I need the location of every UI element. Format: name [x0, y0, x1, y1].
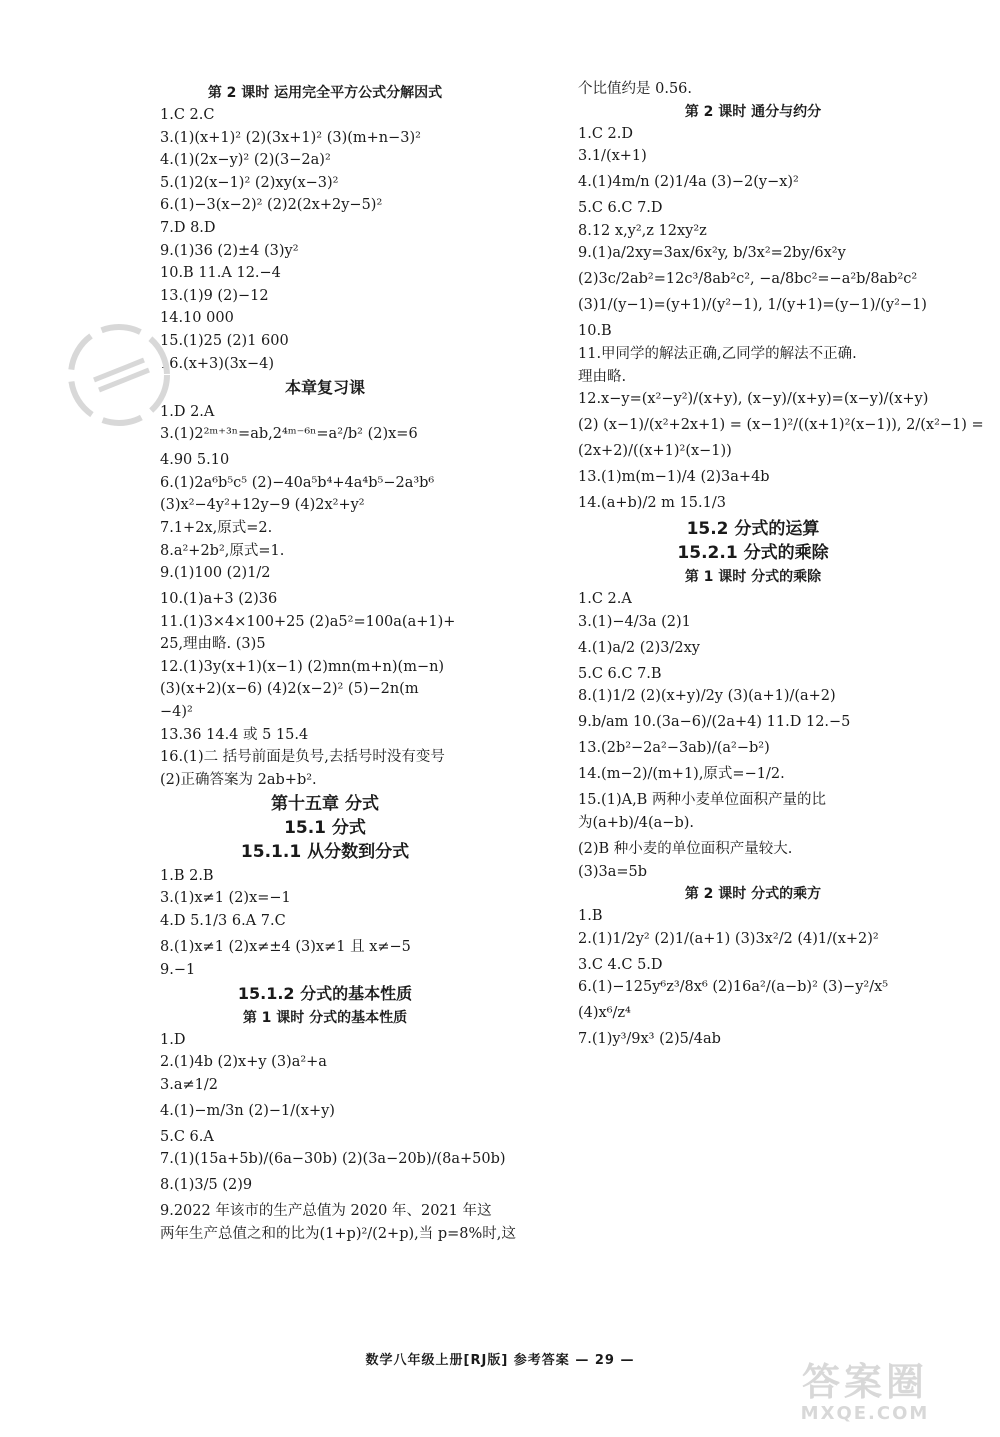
answer-line: (2) (x−1)/(x²+2x+1) = (x−1)²/((x+1)²(x−1)), 2/(x²−1) =	[578, 417, 984, 434]
answer-line: 15.(1)25 (2)1 600	[160, 332, 289, 349]
answer-line: 7.(1)(15a+5b)/(6a−30b) (2)(3a−20b)/(8a+50b)	[160, 1151, 506, 1168]
answer-line: 9.b/am 10.(3a−6)/(2a+4) 11.D 12.−5	[578, 714, 851, 731]
answer-line: 25,理由略. (3)5	[160, 636, 266, 653]
answer-line: 12.(1)3y(x+1)(x−1) (2)mn(m+n)(m−n)	[160, 658, 445, 675]
answer-line: 8.a²+2b²,原式=1.	[160, 542, 285, 559]
answer-line: −4)²	[160, 704, 193, 721]
answer-line: 14.(a+b)/2 m 15.1/3	[578, 495, 726, 512]
answer-line: 16.(1)二 括号前面是负号,去括号时没有变号	[160, 749, 445, 766]
right-column	[578, 80, 984, 1056]
watermark-line2: MXQE.COM	[800, 1403, 930, 1424]
answer-line: 1.C 2.A	[578, 591, 632, 608]
answer-line: 4.(1)−m/3n (2)−1/(x+y)	[160, 1102, 335, 1119]
answer-line: (4)x⁶/z⁴	[578, 1005, 631, 1022]
section-heading: 第 1 课时 分式的基本性质	[242, 1009, 408, 1026]
answer-line: 7.(1)y³/9x³ (2)5/4ab	[578, 1031, 721, 1048]
answer-line: 个比值约是 0.56.	[578, 81, 693, 97]
answer-line: 3.C 4.C 5.D	[578, 956, 663, 973]
section-heading: 15.2.1 分式的乘除	[677, 543, 829, 564]
left-column	[160, 80, 516, 1248]
answer-line: 4.(1)(2x−y)² (2)(3−2a)²	[160, 152, 331, 169]
answer-line: 13.(1)m(m−1)/4 (2)3a+4b	[578, 469, 770, 486]
section-heading: 15.1.2 分式的基本性质	[237, 983, 413, 1003]
answer-line: 理由略.	[578, 368, 627, 385]
answer-line: (3)3a=5b	[578, 863, 648, 880]
answer-line: 两年生产总值之和的比为(1+p)²/(2+p),当 p=8%时,这	[160, 1226, 516, 1242]
answer-line: 1.C 2.D	[578, 125, 633, 142]
answer-line: 3.(1)x≠1 (2)x=−1	[160, 890, 291, 907]
answer-line: 4.D 5.1/3 6.A 7.C	[160, 913, 286, 930]
answer-line: 1.D 2.A	[160, 403, 215, 420]
answer-line: 16.(x+3)(3x−4)	[160, 355, 275, 372]
answer-line: 14.10 000	[160, 310, 234, 327]
answer-line: 7.1+2x,原式=2.	[160, 519, 273, 536]
section-heading: 15.1.1 从分数到分式	[240, 841, 410, 862]
answer-line: 8.(1)1/2 (2)(x+y)/2y (3)(a+1)/(a+2)	[578, 688, 836, 705]
answer-line: (3)(x+2)(x−6) (4)2(x−2)² (5)−2n(m	[160, 681, 419, 698]
section-heading: 15.2 分式的运算	[686, 519, 820, 540]
answer-line: 9.(1)36 (2)±4 (3)y²	[160, 242, 299, 259]
answer-line: (2)正确答案为 2ab+b².	[160, 771, 317, 788]
answer-line: 为(a+b)/4(a−b).	[578, 814, 694, 831]
section-heading: 本章复习课	[284, 377, 365, 397]
answer-line: 9.(1)a/2xy=3ax/6x²y, b/3x²=2by/6x²y	[578, 245, 846, 262]
answer-line: 10.B 11.A 12.−4	[160, 265, 281, 282]
page-footer: 数学八年级上册[RJ版] 参考答案 — 29 —	[365, 1353, 635, 1368]
answer-line: 15.(1)A,B 两种小麦单位面积产量的比	[578, 792, 826, 809]
answer-line: 2.(1)1/2y² (2)1/(a+1) (3)3x²/2 (4)1/(x+2)²	[578, 930, 879, 947]
answer-line: 6.(1)−3(x−2)² (2)2(2x+2y−5)²	[160, 197, 383, 214]
answer-line: 5.(1)2(x−1)² (2)xy(x−3)²	[160, 174, 339, 191]
answer-line: 4.(1)4m/n (2)1/4a (3)−2(y−x)²	[578, 174, 799, 191]
answer-line: 11.甲同学的解法正确,乙同学的解法不正确.	[578, 345, 857, 362]
answer-line: (2)B 种小麦的单位面积产量较大.	[578, 840, 793, 857]
section-heading: 第 2 课时 通分与约分	[684, 103, 822, 120]
answer-line: 13.(2b²−2a²−3ab)/(a²−b²)	[578, 740, 770, 757]
answer-line: 8.12 x,y²,z 12xy²z	[578, 222, 707, 239]
answer-line: 9.(1)100 (2)1/2	[160, 565, 271, 582]
answer-line: (3)x²−4y²+12y−9 (4)2x²+y²	[160, 497, 365, 514]
watermark-line1: 答案圈	[801, 1360, 928, 1404]
answer-line: 4.90 5.10	[160, 452, 230, 469]
answer-line: (2x+2)/((x+1)²(x−1))	[578, 443, 732, 460]
answer-line: 10.(1)a+3 (2)36	[160, 591, 278, 608]
section-heading: 第 2 课时 分式的乘方	[684, 886, 822, 903]
answer-line: 14.(m−2)/(m+1),原式=−1/2.	[578, 766, 785, 783]
answer-line: 2.(1)4b (2)x+y (3)a²+a	[160, 1054, 327, 1071]
answer-line: 8.(1)3/5 (2)9	[160, 1177, 253, 1194]
faded-stamp-icon	[64, 320, 174, 430]
answer-line: 3.1/(x+1)	[578, 148, 647, 165]
answer-line: 1.D	[160, 1031, 186, 1048]
answer-line: 3.(1)2²ᵐ⁺³ⁿ=ab,2⁴ᵐ⁻⁶ⁿ=a²/b² (2)x=6	[160, 426, 418, 443]
answer-line: 3.a≠1/2	[160, 1076, 218, 1093]
answer-line: 12.x−y=(x²−y²)/(x+y), (x−y)/(x+y)=(x−y)/(x+y)	[578, 391, 929, 408]
answer-line: 10.B	[578, 323, 612, 340]
answer-line: 1.B 2.B	[160, 867, 214, 884]
answer-line: (2)3c/2ab²=12c³/8ab²c², −a/8bc²=−a²b/8ab²c²	[578, 271, 918, 288]
watermark-logo	[750, 1360, 980, 1430]
answer-line: 8.(1)x≠1 (2)x≠±4 (3)x≠1 且 x≠−5	[160, 939, 411, 956]
answer-line: (3)1/(y−1)=(y+1)/(y²−1), 1/(y+1)=(y−1)/(y²−1)	[578, 297, 927, 314]
answer-line: 6.(1)−125y⁶z³/8x⁶ (2)16a²/(a−b)² (3)−y²/x⁵	[578, 979, 889, 996]
answer-line: 5.C 6.C 7.D	[578, 200, 663, 217]
section-heading: 第十五章 分式	[271, 793, 379, 814]
answer-line: 5.C 6.A	[160, 1128, 214, 1145]
answer-line: 9.−1	[160, 961, 196, 978]
answer-line: 3.(1)(x+1)² (2)(3x+1)² (3)(m+n−3)²	[160, 129, 421, 146]
section-heading: 15.1 分式	[284, 817, 366, 838]
answer-line: 13.36 14.4 或 5 15.4	[160, 726, 309, 743]
section-heading: 第 1 课时 分式的乘除	[684, 569, 822, 586]
answer-line: 13.(1)9 (2)−12	[160, 287, 269, 304]
answer-line: 1.B	[578, 908, 603, 925]
answer-line: 5.C 6.C 7.B	[578, 665, 662, 682]
answer-line: 11.(1)3×4×100+25 (2)a5²=100a(a+1)+	[160, 613, 456, 630]
answer-line: 4.(1)a/2 (2)3/2xy	[578, 639, 700, 656]
answer-line: 9.2022 年该市的生产总值为 2020 年、2021 年这	[160, 1203, 492, 1220]
section-heading: 第 2 课时 运用完全平方公式分解因式	[207, 85, 443, 101]
answer-line: 3.(1)−4/3a (2)1	[578, 613, 691, 630]
answer-line: 6.(1)2a⁶b⁵c⁵ (2)−40a⁵b⁴+4a⁴b⁵−2a³b⁶	[160, 474, 435, 491]
answer-line: 7.D 8.D	[160, 219, 216, 236]
answer-line: 1.C 2.C	[160, 107, 215, 123]
